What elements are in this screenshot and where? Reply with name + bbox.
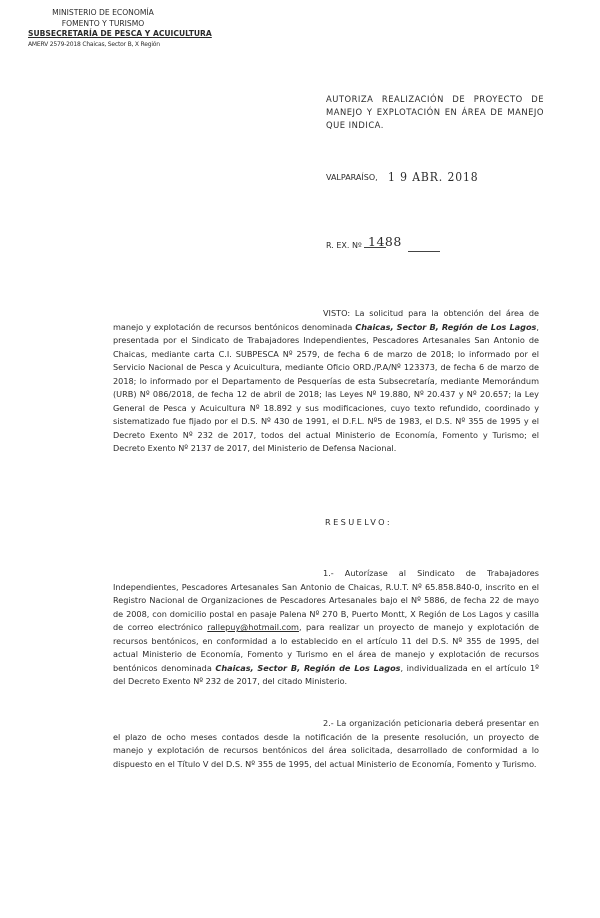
ministry-name: MINISTERIO DE ECONOMÍA <box>52 8 154 17</box>
point-2-body: 2.- La organización peticionaria deberá presentar en el plazo de ocho meses contados desde la notificación de la presente resolución, un proyecto de manejo y explotación de recursos bentónicos del área solicitada, desarrollado de conformidad a lo dispuesto en el Título V del D.S. Nº 355 de 1995, del actual Ministerio de Economía, Fomento y Turismo. <box>113 718 539 769</box>
point-1-paragraph <box>113 567 539 689</box>
visto-area-name: Chaicas, Sector B, Región de Los Lagos <box>355 321 537 332</box>
point-1-text-2: , para realizar un proyecto de manejo y explotación de recursos bentónicos, en conformidad a lo establecido en el artículo 11 del D.S. Nº 355 de 1995, del actual Ministerio de Economía, Fomento y Turismo en el área de manejo y explotación de recursos bentónicos denominada <box>113 622 539 673</box>
subsecretaria-name: SUBSECRETARÍA DE PESCA Y ACUICULTURA <box>28 29 212 38</box>
resolution-subject: AUTORIZA REALIZACIÓN DE PROYECTO DE MANEJO Y EXPLOTACIÓN EN ÁREA DE MANEJO QUE INDICA. <box>326 94 544 130</box>
visto-body <box>113 307 539 456</box>
point-1-body <box>113 567 539 689</box>
place-label: VALPARAÍSO, <box>326 173 378 182</box>
visto-paragraph <box>113 307 539 456</box>
rex-underline-2 <box>408 251 440 252</box>
rex-label-text: R. EX. Nº <box>326 241 362 250</box>
letterhead <box>28 8 248 50</box>
contact-email-link[interactable]: rallepuy@hotmail.com <box>207 622 299 633</box>
point-1-area-name: Chaicas, Sector B, Región de Los Lagos <box>215 662 401 673</box>
point-1-text-3: , individualizada en el artículo 1º del Decreto Exento Nº 232 de 2017, del citado Ministerio. <box>113 662 539 687</box>
resuelvo-heading: RESUELVO: <box>325 517 393 527</box>
point-1-text-1: 1.- Autorízase al Sindicato de Trabajadores Independientes, Pescadores Artesanales San Antonio de Chaicas, R.U.T. Nº 65.858.840-0, inscrito en el Registro Nacional de Organizaciones de Pescadores Artesanales bajo el Nº 5886, de fecha 22 de mayo de 2008, con domicilio postal en pasaje Palena Nº 270 B, Puerto Montt, X Región de Los Lagos y casilla de correo electrónico <box>113 568 539 633</box>
ministry-subname: FOMENTO Y TURISMO <box>61 18 145 28</box>
visto-label: VISTO: <box>323 308 351 318</box>
reference-code: AMERV 2579-2018 Chaicas, Sector B, X Región <box>28 40 160 48</box>
date-stamp: 1 9 ABR. 2018 <box>388 170 479 184</box>
rex-number: 1488 <box>368 234 402 249</box>
point-2-paragraph <box>113 717 539 771</box>
visto-text-1: La solicitud para la obtención del área de manejo y explotación de recursos bentónicos denominada <box>113 308 539 332</box>
visto-text-2: , presentada por el Sindicato de Trabajadores Independientes, Pescadores Artesanales San Antonio de Chaicas, mediante carta C.I. SUBPESCA Nº 2579, de fecha 6 de marzo de 2018; lo informado por el Servicio Nacional de Pesca y Acuicultura, mediante Oficio ORD./P.A/Nº 123373, de fecha 6 de marzo de 2018; lo informado por el Departamento de Pesquerías de esta Subsecretaría, mediante Memorándum (URB) Nº 086/2018, de fecha 12 de abril de 2018; las Leyes Nº 19.880, Nº 20.437 y Nº 20.657; la Ley General de Pesca y Acuicultura Nº 18.892 y sus modificaciones, cuyo texto refundido, coordinado y sistematizado fue fijado por el D.S. Nº 430 de 1991, el D.F.L. Nº5 de 1983, el D.S. Nº 355 de 1995 y el Decreto Exento Nº 232 de 2017, todos del actual Ministerio de Economía, Fomento y Turismo; el Decreto Exento Nº 2137 de 2017, del Ministerio de Defensa Nacional. <box>113 321 539 454</box>
